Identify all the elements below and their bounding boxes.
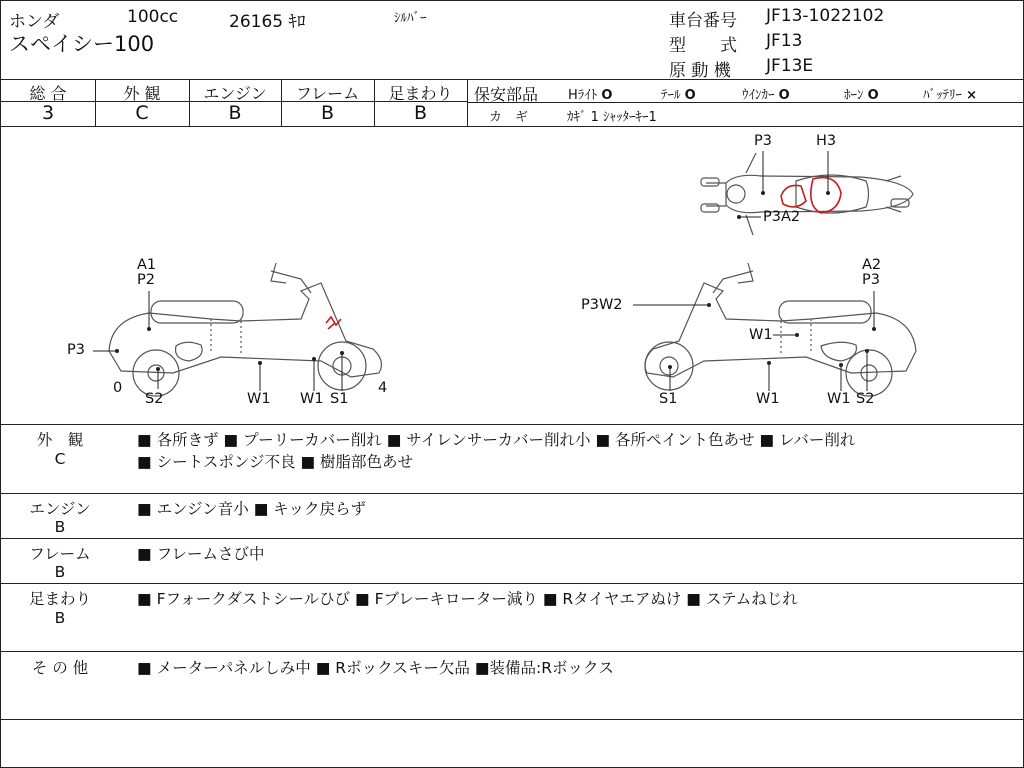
section-frame-grade: B [54,563,66,581]
frame-no-label: 車台番号 [669,11,737,31]
label-right-a2: A2 [862,257,882,273]
top-view-sketch [701,153,913,235]
scooter-diagrams [1,1,1024,768]
divider [1,651,1024,652]
grade-exterior-label: 外 観 [123,84,161,103]
label-right-w1b: W1 [827,391,851,407]
section-engine-line-1: ■ エンジン音小 ■ キック戻らず [137,500,366,518]
grade-engine-label: エンジン [203,84,267,103]
grade-engine-value: B [228,102,242,124]
section-suspension-grade: B [54,609,66,627]
label-top-p3: P3 [754,133,772,149]
frame-no: JF13-1022102 [766,6,885,26]
section-exterior-grade: C [54,450,66,468]
section-frame-line-1: ■ フレームさび中 [137,545,265,563]
grade-overall-label: 総 合 [29,84,67,103]
section-exterior-line-1: ■ 各所きず ■ プーリーカバー削れ ■ サイレンサーカバー削れ小 ■ 各所ペイント色あせ ■ レバー削れ [137,431,856,449]
safety-item-headlight: Hﾗｲﾄ O [568,88,613,103]
label-right-s1: S1 [659,391,678,407]
grade-suspension-value: B [413,102,428,124]
type-value: JF13 [766,31,803,51]
label-left-w1b: W1 [300,391,324,407]
grade-overall-value: 3 [41,102,55,124]
section-exterior-line-2: ■ シートスポンジ不良 ■ 樹脂部色あせ [137,453,414,471]
keys-label: カ ギ [489,110,529,125]
divider [1,493,1024,494]
label-left-s2: S2 [145,391,164,407]
label-right-w1a: W1 [756,391,780,407]
maker: ホンダ [9,12,60,32]
safety-item-tail: ﾃｰﾙ O [661,88,696,103]
label-left-w1a: W1 [247,391,271,407]
section-engine-grade: B [54,518,66,536]
engine-value: JF13E [766,56,814,76]
section-other-line-1: ■ メーターパネルしみ中 ■ Rボックスキー欠品 ■装備品:Rボックス [137,659,614,677]
grade-frame-label: フレーム [295,84,360,103]
label-left-zero: 0 [113,380,123,396]
label-left-p3: P3 [67,342,85,358]
section-other-label: そ の 他 [31,659,89,677]
displacement: 100cc [127,7,179,27]
section-frame-label: フレーム [29,545,91,563]
grade-exterior-value: C [135,102,149,124]
section-suspension-line-1: ■ Fフォークダストシールひび ■ Fブレーキローター減り ■ Rタイヤエアぬけ ■ ステムねじれ [137,590,798,608]
label-top-h3: H3 [816,133,837,149]
color: ｼﾙﾊﾞｰ [394,11,427,26]
divider [1,424,1024,425]
label-left-s1: S1 [330,391,349,407]
divider [1,538,1024,539]
engine-label: 原 動 機 [669,61,731,81]
section-engine-label: エンジン [29,500,91,518]
label-left-four: 4 [378,380,388,396]
divider [1,719,1024,720]
leader-lines [93,151,874,391]
section-exterior-label: 外 観 [36,431,84,449]
safety-item-winker: ｳｲﾝｶｰ O [742,88,790,103]
grade-suspension-label: 足まわり [388,84,453,103]
safety-item-battery: ﾊﾞｯﾃﾘｰ × [923,88,978,103]
label-right-p3w2: P3W2 [581,297,623,313]
keys-value: ｶｷﾞ 1 ｼｬｯﾀｰｷｰ1 [567,110,657,125]
label-right-s2: S2 [856,391,875,407]
label-left-p2: P2 [137,272,155,288]
model-name: スペイシー100 [9,32,155,56]
safety-item-horn: ﾎｰﾝ O [844,88,879,103]
section-suspension-label: 足まわり [28,590,91,608]
grade-frame-value: B [320,102,335,124]
safety-label: 保安部品 [474,85,539,104]
mileage: 26165 ｷﾛ [229,12,306,32]
label-top-p3a2: P3A2 [763,209,801,225]
label-left-a1: A1 [137,257,157,273]
divider [1,583,1024,584]
type-label: 型 式 [669,36,737,56]
label-right-w1side: W1 [749,327,773,343]
label-right-p3: P3 [862,272,880,288]
